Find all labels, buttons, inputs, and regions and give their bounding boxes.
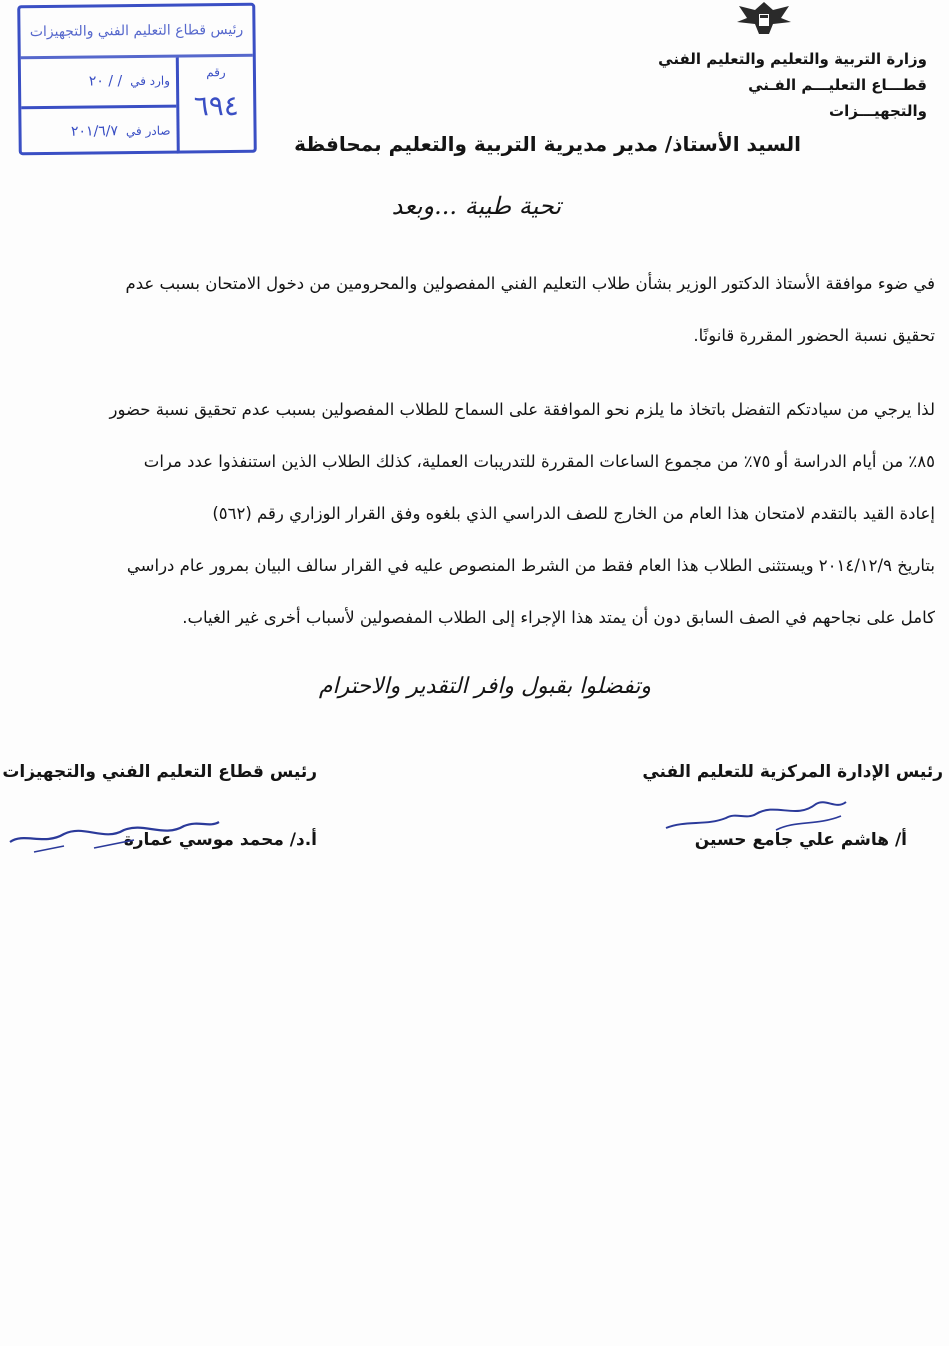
paragraph-line: في ضوء موافقة الأستاذ الدكتور الوزير بشأن طلاب التعليم الفني المفصولين والمحرومين من دخول الامتحان بسبب عدم xyxy=(125,274,935,293)
stamp-incoming-row xyxy=(21,58,176,106)
paragraph-line: كامل على نجاحهم في الصف السابق دون أن يمتد هذا الإجراء إلى الطلاب المفصولين لأسباب أخرى غير الغياب. xyxy=(182,608,935,627)
paragraph-line: لذا يرجي من سيادتكم التفضل باتخاذ ما يلزم نحو الموافقة على السماح للطلاب المفصولين بسبب عدم تحقيق نسبة حضور xyxy=(109,400,935,419)
addressee-line: السيد الأستاذ/ مدير مديرية التربية والتعليم بمحافظة xyxy=(294,132,801,156)
signatory-title: رئيس قطاع التعليم الفني والتجهيزات xyxy=(2,762,317,782)
stamp-number-value: ٦٩٤ xyxy=(193,88,240,123)
handwritten-signature xyxy=(656,790,856,840)
signatory-name: أ.د/ محمد موسي عمارة xyxy=(123,830,317,850)
stamp-number-cell xyxy=(176,57,254,154)
eagle-emblem-icon xyxy=(729,0,799,36)
stamp-outgoing-row xyxy=(21,104,177,155)
greeting: تحية طيبة ...وبعد xyxy=(391,192,561,220)
stamp-number-label: رقم xyxy=(206,65,226,80)
handwritten-signature xyxy=(4,812,224,858)
paragraph-1 xyxy=(0,258,935,362)
stamp-incoming-value: / / ٢٠ xyxy=(88,73,123,90)
paragraph-line: تحقيق نسبة الحضور المقررة قانونًا. xyxy=(693,326,935,345)
stamp-outgoing-label: صادر في xyxy=(125,123,171,138)
stamp-incoming-label: وارد في xyxy=(130,73,171,89)
sector-name: قطـــاع التعليـــم الفـني والتجهيـــزات xyxy=(748,76,927,120)
paragraph-line: إعادة القيد بالتقدم لامتحان هذا العام من الخارج للصف الدراسي الذي بلغوه وفق القرار الوزاري رقم (٥٦٢) xyxy=(212,504,935,523)
closing-line: وتفضلوا بقبول وافر التقدير والاحترام xyxy=(318,674,651,699)
registry-stamp xyxy=(17,3,257,155)
ministry-name: وزارة التربية والتعليم والتعليم الفني xyxy=(658,50,927,68)
ministry-header xyxy=(657,46,927,124)
paragraph-2 xyxy=(0,384,935,644)
stamp-outgoing-value: ٢٠١/٦/٧ xyxy=(70,122,119,140)
stamp-title: رئيس قطاع التعليم الفني والتجهيزات xyxy=(20,6,253,59)
paragraph-line: بتاريخ ٢٠١٤/١٢/٩ ويستثنى الطلاب هذا العام فقط من الشرط المنصوص عليه في القرار سالف البيان بمرور عام دراسي xyxy=(126,556,935,575)
signatory-name: أ/ هاشم علي جامع حسين xyxy=(694,830,907,850)
paragraph-line: ٨٥٪ من أيام الدراسة أو ٧٥٪ من مجموع الساعات المقررة للتدريبات العملية، كذلك الطلاب الذين استنفذوا عدد مرات xyxy=(143,452,935,471)
signatory-title: رئيس الإدارة المركزية للتعليم الفني xyxy=(642,762,943,782)
